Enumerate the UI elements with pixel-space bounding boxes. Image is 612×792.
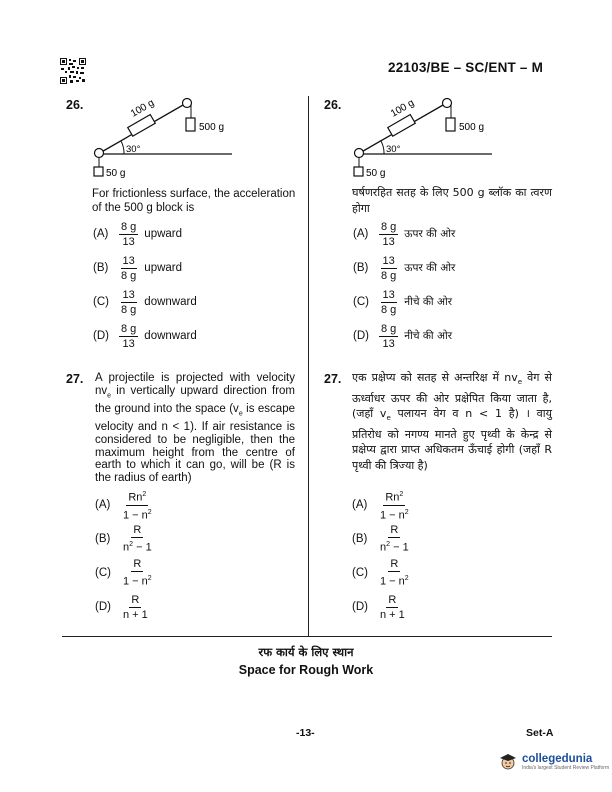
- option-b: (B) $\frac{13}{8 g}$ upward: [93, 254, 183, 282]
- option-c: (C) $\frac{13}{8 g}$ downward: [93, 288, 197, 316]
- mass-incline-label: 100 g: [389, 97, 417, 120]
- option-b: (B) $\frac{13}{8 g}$ ऊपर की ओर: [353, 254, 456, 282]
- pulley-incline-diagram: [90, 96, 250, 186]
- bottom-pulley: [95, 149, 104, 158]
- option-d: (D) $\frac{8 g}{13}$ downward: [93, 322, 197, 350]
- mass-incline-label: 100 g: [129, 97, 157, 120]
- page-number: -13-: [296, 727, 315, 739]
- question-number: 26.: [66, 98, 84, 112]
- brand-tagline: India's largest Student Review Platform: [522, 765, 610, 771]
- block-bottom: [94, 167, 103, 176]
- rough-work-title-en: Space for Rough Work: [238, 663, 374, 677]
- option-c: (C) $\frac{13}{8 g}$ नीचे की ओर: [353, 288, 453, 316]
- q27-stem-hi: एक प्रक्षेप्य को सतह से अन्तरिक्ष में $nv_e$ वेग से ऊर्ध्वाधर ऊपर की ओर प्रक्षेपित किया जाता है, (जहाँ $v_e$ पलायन वेग व n < 1 है) । वायु प्रतिरोध को नगण्य मानते हुए पृथ्वी के केन्द्र से प्रक्षेप्य द्वारा प्राप्त अधिकतम ऊँचाई होगी (जहाँ R पृथ्वी की त्रिज्या है): [352, 371, 552, 472]
- block-incline: [128, 115, 156, 137]
- brand-name: collegedunia: [522, 753, 593, 765]
- block-hanging: [186, 118, 195, 131]
- q26-stem-en: For frictionless surface, the acceleration of the 500 g block is: [92, 188, 296, 214]
- rough-work-title-hi: रफ कार्य के लिए स्थान: [258, 645, 354, 659]
- option-d: (D) $\frac{8 g}{13}$ नीचे की ओर: [353, 322, 453, 350]
- q27-options-hi: [352, 488, 552, 624]
- q27-options-en: [95, 488, 295, 624]
- qr-code-icon: [60, 58, 86, 84]
- question-number: 27.: [324, 372, 342, 386]
- question-number: 27.: [66, 372, 84, 386]
- option-a: (A) $\frac{Rn^2}{1 - n^2}$: [352, 490, 409, 522]
- option-b: (B) $\frac{R}{n^2 - 1}$: [352, 524, 409, 554]
- mass-hanging-label: 500 g: [459, 122, 485, 133]
- option-b: (B) $\frac{R}{n^2 - 1}$: [95, 524, 152, 554]
- q26-options-en: [93, 217, 293, 353]
- mass-bottom-label: 50 g: [366, 168, 386, 179]
- q26-stem-hi: घर्षणरहित सतह के लिए 500 g ब्लॉक का त्वरण होगा: [352, 186, 552, 215]
- mass-bottom-label: 50 g: [106, 168, 126, 179]
- option-a: (A) $\frac{Rn^2}{1 - n^2}$: [95, 490, 152, 522]
- angle-label: 30°: [126, 144, 141, 155]
- option-c: (C) $\frac{R}{1 - n^2}$: [352, 558, 409, 588]
- q26-options-hi: [353, 217, 553, 353]
- brand-watermark: [498, 752, 609, 772]
- paper-code: 22103/BE – SC/ENT – M: [388, 60, 544, 75]
- option-d: (D) $\frac{R}{n + 1}$: [352, 593, 405, 621]
- pulley-incline-diagram: [350, 96, 510, 186]
- angle-label: 30°: [386, 144, 401, 155]
- option-a: (A) $\frac{8 g}{13}$ upward: [93, 220, 183, 248]
- question-number: 26.: [324, 98, 342, 112]
- column-divider: [308, 96, 309, 636]
- option-c: (C) $\frac{R}{1 - n^2}$: [95, 558, 152, 588]
- set-label: Set-A: [526, 727, 554, 739]
- rough-work-divider: [62, 636, 552, 637]
- q27-stem-en: A projectile is projected with velocity $nv_e$ in vertically upward direction from the ground into the space ($v_e$ is escape velocity and n < 1). If air resistance is considered to be negligible, then the maximum height from the centre of earth to which it can go, will be (R is the radius of earth): [95, 372, 295, 485]
- top-pulley: [183, 99, 192, 108]
- graduate-avatar-icon: [498, 752, 518, 772]
- option-a: (A) $\frac{8 g}{13}$ ऊपर की ओर: [353, 220, 456, 248]
- mass-hanging-label: 500 g: [199, 122, 225, 133]
- option-d: (D) $\frac{R}{n + 1}$: [95, 593, 148, 621]
